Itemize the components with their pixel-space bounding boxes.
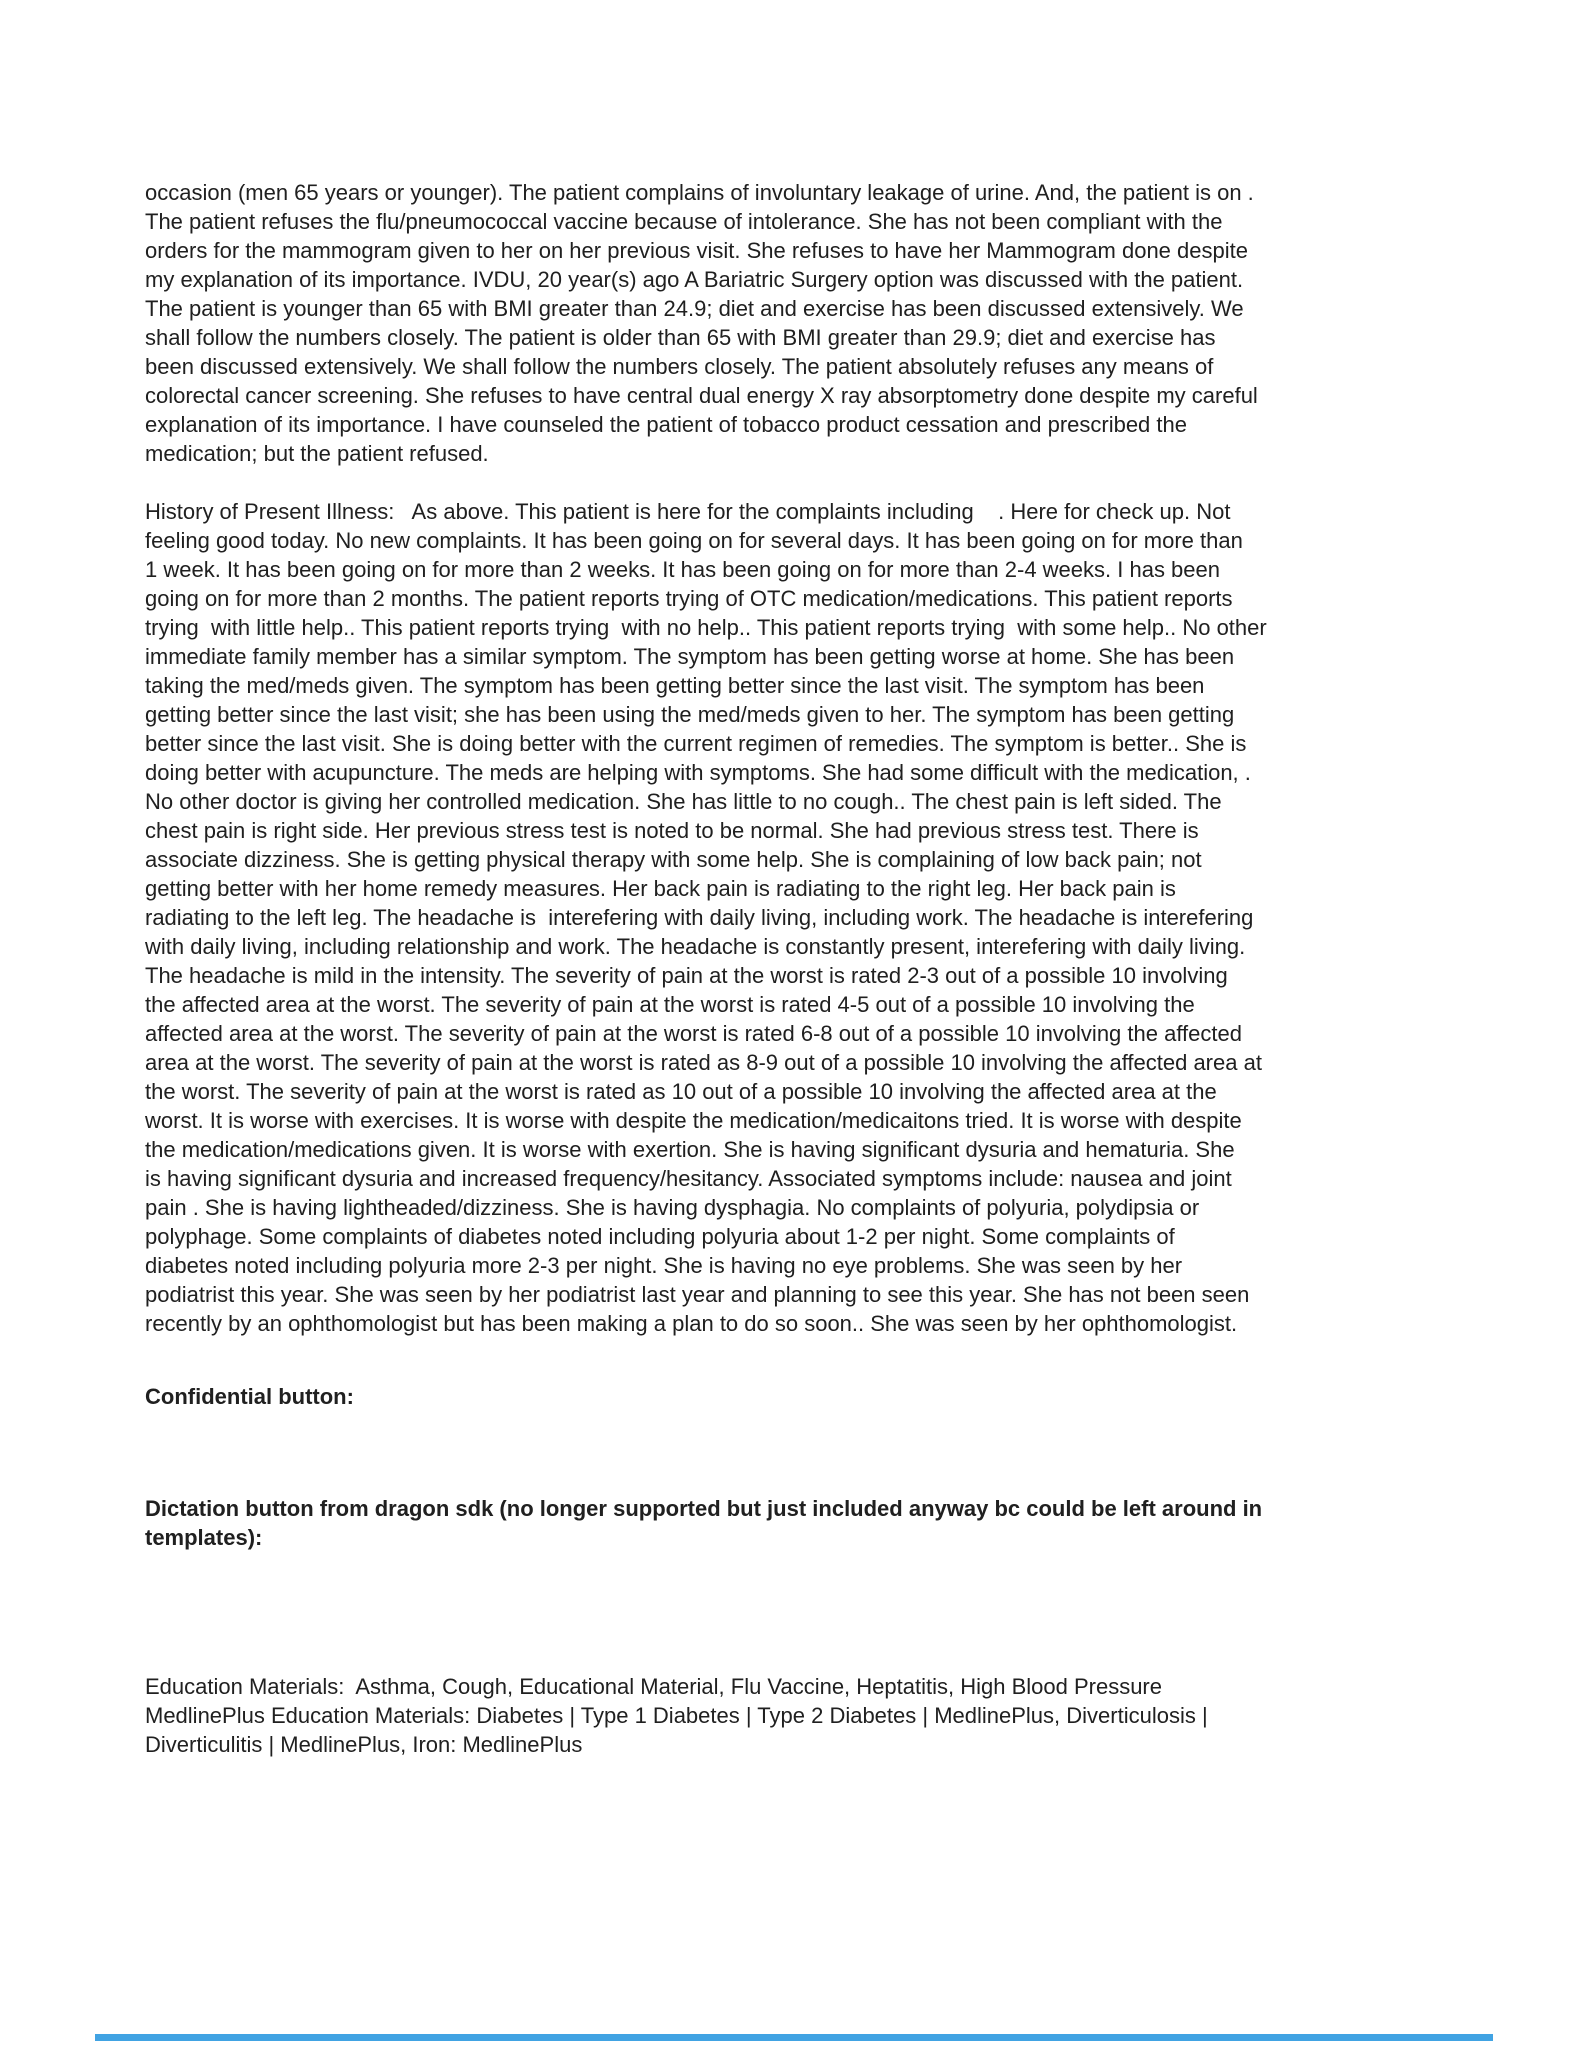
text-line: orders for the mammogram given to her on her previous visit. She refuses to have her Mammogram done despite (145, 238, 1248, 263)
text-line: recently by an ophthomologist but has been making a plan to do so soon.. She was seen by her ophthomologist. (145, 1311, 1238, 1336)
text-line: templates): (145, 1525, 263, 1550)
text-line: been discussed extensively. We shall follow the numbers closely. The patient absolutely refuses any means of (145, 354, 1214, 379)
refusals-paragraph (145, 178, 1425, 468)
text-line: the affected area at the worst. The severity of pain at the worst is rated 4-5 out of a possible 10 involving the (145, 992, 1195, 1017)
text-line: The headache is mild in the intensity. The severity of pain at the worst is rated 2-3 out of a possible 10 involving (145, 963, 1228, 988)
text-line: Dictation button from dragon sdk (no longer supported but just included anyway bc could be left around in (145, 1496, 1263, 1521)
text-line: with daily living, including relationship and work. The headache is constantly present, interefering with daily living. (145, 934, 1246, 959)
text-line: getting better since the last visit; she has been using the med/meds given to her. The symptom has been getting (145, 702, 1235, 727)
text-line: Education Materials: Asthma, Cough, Educational Material, Flu Vaccine, Heptatitis, High Blood Pressure (145, 1674, 1162, 1699)
text-line: History of Present Illness: As above. This patient is here for the complaints including . Here for check up. Not (145, 499, 1231, 524)
text-line: diabetes noted including polyuria more 2-3 per night. She is having no eye problems. She was seen by her (145, 1253, 1183, 1278)
text-line: The patient refuses the flu/pneumococcal vaccine because of intolerance. She has not been compliant with the (145, 209, 1223, 234)
text-line: colorectal cancer screening. She refuses to have central dual energy X ray absorptometry done despite my careful (145, 383, 1258, 408)
text-line: podiatrist this year. She was seen by her podiatrist last year and planning to see this year. She has not been seen (145, 1282, 1250, 1307)
text-line: The patient is younger than 65 with BMI greater than 24.9; diet and exercise has been discussed extensively. We (145, 296, 1244, 321)
text-line: No other doctor is giving her controlled medication. She has little to no cough.. The chest pain is left sided. The (145, 789, 1222, 814)
blue-divider-line (95, 2034, 1493, 2041)
text-line: associate dizziness. She is getting physical therapy with some help. She is complaining of low back pain; not (145, 847, 1202, 872)
dictation-heading (145, 1494, 1425, 1552)
education-paragraph (145, 1672, 1425, 1759)
text-line: immediate family member has a similar symptom. The symptom has been getting worse at home. She has been (145, 644, 1235, 669)
document-page (145, 178, 1425, 1759)
text-line: area at the worst. The severity of pain at the worst is rated as 8-9 out of a possible 10 involving the affected area at (145, 1050, 1262, 1075)
confidential-heading: Confidential button: (145, 1384, 354, 1409)
hpi-paragraph (145, 497, 1425, 1338)
text-line: my explanation of its importance. IVDU, 20 year(s) ago A Bariatric Surgery option was discussed with the patient. (145, 267, 1244, 292)
text-line: taking the med/meds given. The symptom has been getting better since the last visit. The symptom has been (145, 673, 1205, 698)
text-line: occasion (men 65 years or younger). The patient complains of involuntary leakage of urine. And, the patient is on . (145, 180, 1254, 205)
text-line: worst. It is worse with exercises. It is worse with despite the medication/medicaitons tried. It is worse with despite (145, 1108, 1242, 1133)
text-line: MedlinePlus Education Materials: Diabetes | Type 1 Diabetes | Type 2 Diabetes | MedlinePlus, Diverticulosis | (145, 1703, 1208, 1728)
text-line: is having significant dysuria and increased frequency/hesitancy. Associated symptoms include: nausea and joint (145, 1166, 1232, 1191)
text-line: going on for more than 2 months. The patient reports trying of OTC medication/medications. This patient reports (145, 586, 1233, 611)
text-line: 1 week. It has been going on for more than 2 weeks. It has been going on for more than 2-4 weeks. I has been (145, 557, 1221, 582)
text-line: affected area at the worst. The severity of pain at the worst is rated 6-8 out of a possible 10 involving the affected (145, 1021, 1242, 1046)
text-line: the medication/medications given. It is worse with exertion. She is having significant dysuria and hematuria. She (145, 1137, 1235, 1162)
text-line: radiating to the left leg. The headache is interefering with daily living, including work. The headache is interefering (145, 905, 1254, 930)
text-line: explanation of its importance. I have counseled the patient of tobacco product cessation and prescribed the (145, 412, 1187, 437)
text-line: doing better with acupuncture. The meds are helping with symptoms. She had some difficult with the medication, . (145, 760, 1251, 785)
text-line: Diverticulitis | MedlinePlus, Iron: MedlinePlus (145, 1732, 583, 1757)
text-line: better since the last visit. She is doing better with the current regimen of remedies. The symptom is better.. She is (145, 731, 1247, 756)
text-line: trying with little help.. This patient reports trying with no help.. This patient reports trying with some help.. No other (145, 615, 1267, 640)
text-line: feeling good today. No new complaints. It has been going on for several days. It has been going on for more than (145, 528, 1243, 553)
text-line: chest pain is right side. Her previous stress test is noted to be normal. She had previous stress test. There is (145, 818, 1199, 843)
text-line: the worst. The severity of pain at the worst is rated as 10 out of a possible 10 involving the affected area at the (145, 1079, 1217, 1104)
text-line: getting better with her home remedy measures. Her back pain is radiating to the right leg. Her back pain is (145, 876, 1176, 901)
text-line: pain . She is having lightheaded/dizziness. She is having dysphagia. No complaints of polyuria, polydipsia or (145, 1195, 1200, 1220)
text-line: shall follow the numbers closely. The patient is older than 65 with BMI greater than 29.9; diet and exercise has (145, 325, 1216, 350)
text-line: polyphage. Some complaints of diabetes noted including polyuria about 1-2 per night. Some complaints of (145, 1224, 1175, 1249)
text-line: medication; but the patient refused. (145, 441, 489, 466)
